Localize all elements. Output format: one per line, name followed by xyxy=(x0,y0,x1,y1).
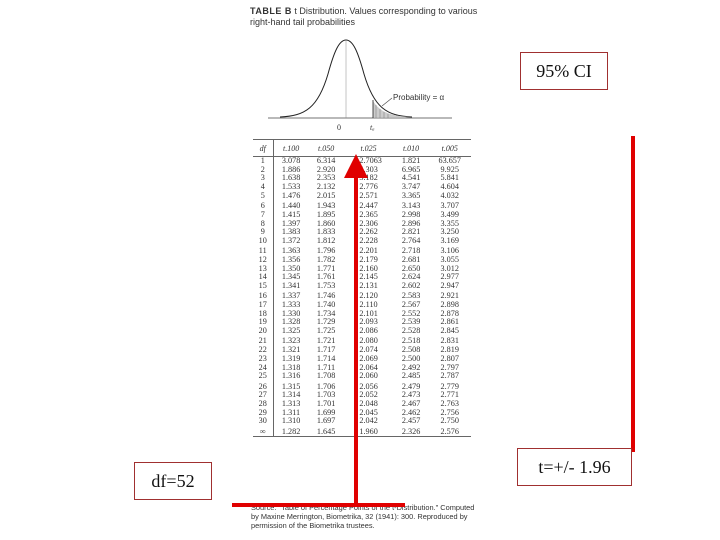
value-cell: 2.898 xyxy=(440,300,459,310)
value-cell: 3.182 xyxy=(359,173,378,183)
value-cell: 2.576 xyxy=(428,426,471,437)
value-cell: 2.861 xyxy=(440,317,459,327)
value-cell: 4.541 xyxy=(401,173,421,183)
value-cell: 1.415 xyxy=(281,209,301,219)
value-cell: 1.703 xyxy=(316,390,336,400)
value-cell: 2.508 xyxy=(401,345,421,355)
df-cell: 4 xyxy=(253,183,273,192)
df-cell: 27 xyxy=(253,391,273,400)
value-cell: 3.078 xyxy=(281,156,301,165)
df-cell: 6 xyxy=(253,201,273,211)
value-cell: 2.763 xyxy=(440,398,459,408)
value-cell: 2.779 xyxy=(440,381,459,391)
value-cell: 1.771 xyxy=(316,263,336,273)
df-cell: 15 xyxy=(253,282,273,291)
value-cell: 1.645 xyxy=(309,426,344,437)
value-cell: 2.473 xyxy=(401,390,421,400)
header-t050: t.050 xyxy=(309,140,344,157)
value-cell: 1.397 xyxy=(281,218,301,228)
value-cell: 2.896 xyxy=(401,218,421,228)
header-t025: t.025 xyxy=(343,140,393,157)
confidence-interval-label xyxy=(520,52,608,90)
df-cell: 19 xyxy=(253,318,273,327)
df-cell: 20 xyxy=(253,327,273,336)
header-t005: t.005 xyxy=(428,140,471,157)
value-cell: 1.761 xyxy=(316,272,336,282)
value-cell: 9.925 xyxy=(440,164,459,174)
source-note: Source: "Table of Percentage Points of the t-Distribution." Computed by Maxine Merrington, Biometrika, 32 (1941): 300. Reproduced by permission of the Biometrika trustees. xyxy=(251,503,475,530)
value-cell: 2.045 xyxy=(359,407,378,417)
df-cell: 30 xyxy=(253,417,273,426)
value-cell: 1.886 xyxy=(281,164,301,174)
value-cell: 3.106 xyxy=(440,246,459,256)
value-cell: 1.638 xyxy=(281,173,301,183)
ci-text: 95% CI xyxy=(536,60,592,81)
value-cell: 1.318 xyxy=(281,362,301,372)
value-cell: 2.492 xyxy=(401,362,421,372)
value-cell: 2.201 xyxy=(359,246,378,256)
value-cell: 2.807 xyxy=(440,353,459,363)
value-cell: 1.311 xyxy=(282,407,301,417)
value-cell: 1.314 xyxy=(281,390,301,400)
value-cell: 1.383 xyxy=(281,227,301,237)
value-cell: 1.533 xyxy=(281,182,301,192)
value-cell: 1.363 xyxy=(281,246,301,256)
value-cell: 2.228 xyxy=(359,235,378,245)
value-cell: 1.341 xyxy=(281,281,301,291)
df-cell: 12 xyxy=(253,256,273,265)
value-cell: 1.746 xyxy=(316,291,336,301)
value-cell: 1.717 xyxy=(316,345,336,355)
value-cell: 2.101 xyxy=(359,308,378,318)
value-cell: 2.947 xyxy=(440,281,459,291)
value-cell: 1.356 xyxy=(281,254,301,264)
value-cell: 2.069 xyxy=(359,353,378,363)
value-cell: 1.330 xyxy=(281,308,301,318)
df-cell: 7 xyxy=(253,211,273,220)
header-t010: t.010 xyxy=(394,140,429,157)
value-cell: 1.796 xyxy=(316,246,336,256)
value-cell: 2.771 xyxy=(440,390,459,400)
value-cell: 1.310 xyxy=(281,416,301,426)
value-cell: 2.042 xyxy=(359,416,378,426)
value-cell: 2.086 xyxy=(359,326,378,336)
value-cell: 1.323 xyxy=(281,336,301,346)
value-cell: 1.321 xyxy=(281,345,301,355)
value-cell: 2.179 xyxy=(359,254,378,264)
value-cell: 2.485 xyxy=(401,371,421,381)
value-cell: 2.797 xyxy=(440,362,459,372)
df-cell: 29 xyxy=(253,409,273,418)
value-cell: 6.314 xyxy=(316,156,336,165)
value-cell: 1.337 xyxy=(281,291,301,301)
value-cell: 2.681 xyxy=(401,254,421,264)
value-cell: 2.750 xyxy=(440,416,459,426)
value-cell: 1.372 xyxy=(281,235,301,245)
df-cell: 23 xyxy=(253,355,273,364)
value-cell: 4.604 xyxy=(440,182,459,192)
value-cell: 1.333 xyxy=(281,300,301,310)
value-cell: 6.965 xyxy=(401,164,421,174)
df-cell: 26 xyxy=(253,381,273,391)
value-cell: 1.319 xyxy=(281,353,301,363)
value-cell: 1.782 xyxy=(316,254,336,264)
value-cell: 2.262 xyxy=(359,227,378,237)
value-cell: 2.921 xyxy=(440,291,459,301)
value-cell: 2.624 xyxy=(401,272,421,282)
df-cell: 9 xyxy=(253,228,273,237)
value-cell: 2.015 xyxy=(316,190,336,200)
value-cell: 1.895 xyxy=(316,209,336,219)
value-cell: 2.718 xyxy=(401,246,421,256)
value-cell: 2.518 xyxy=(401,336,421,346)
zero-label: 0 xyxy=(337,123,341,132)
value-cell: 2.977 xyxy=(440,272,459,282)
value-cell: 3.707 xyxy=(440,201,459,211)
df-cell: 14 xyxy=(253,273,273,282)
degrees-of-freedom-label xyxy=(134,462,212,500)
df-cell: 5 xyxy=(253,192,273,201)
value-cell: 2.878 xyxy=(440,308,459,318)
value-cell: 2.650 xyxy=(401,263,421,273)
value-cell: 1.328 xyxy=(281,317,301,327)
value-cell: 1.282 xyxy=(273,426,309,437)
table-caption: t Distribution. Values corresponding to various right-hand tail probabilities xyxy=(250,6,478,27)
value-cell: 1.753 xyxy=(316,281,336,291)
value-cell: 5.841 xyxy=(440,173,459,183)
value-cell: 1.313 xyxy=(281,398,301,408)
value-cell: 1.740 xyxy=(316,300,336,310)
value-cell: 3.250 xyxy=(440,227,459,237)
value-cell: 1.697 xyxy=(316,416,336,426)
value-cell: 2.145 xyxy=(359,272,378,282)
value-cell: 2.602 xyxy=(401,281,421,291)
value-cell: 1.706 xyxy=(316,381,336,391)
value-cell: 1.821 xyxy=(401,156,421,165)
value-cell: 2.110 xyxy=(359,300,378,310)
df-cell: 10 xyxy=(253,237,273,246)
value-cell: 2.120 xyxy=(359,291,378,301)
probability-label: Probability = α xyxy=(393,93,445,102)
df-cell: 3 xyxy=(253,174,273,183)
value-cell: 2.831 xyxy=(440,336,459,346)
value-cell: 1.833 xyxy=(316,227,336,237)
value-cell: 2.326 xyxy=(394,426,429,437)
value-cell: 2.048 xyxy=(359,398,378,408)
value-cell: 2.093 xyxy=(359,317,378,327)
value-cell: 1.725 xyxy=(316,326,336,336)
value-cell: 1.711 xyxy=(317,362,336,372)
df-cell: 2 xyxy=(253,166,273,175)
value-cell: 3.365 xyxy=(401,190,421,200)
value-cell: 4.303 xyxy=(359,164,378,174)
value-cell: 3.747 xyxy=(401,182,421,192)
value-cell: 2.353 xyxy=(316,173,336,183)
value-cell: 2.821 xyxy=(401,227,421,237)
df-cell: 24 xyxy=(253,364,273,373)
value-cell: 1.734 xyxy=(316,308,336,318)
value-cell: 2.131 xyxy=(359,281,378,291)
df-text: df=52 xyxy=(151,470,195,491)
value-cell: 2.052 xyxy=(359,390,378,400)
value-cell: 2.787 xyxy=(440,371,459,381)
critical-value-label xyxy=(517,448,632,486)
value-cell: 2.539 xyxy=(401,317,421,327)
df-cell: 21 xyxy=(253,336,273,346)
df-cell: 16 xyxy=(253,291,273,301)
value-cell: 1.812 xyxy=(316,235,336,245)
df-cell: 11 xyxy=(253,246,273,256)
value-cell: 2.756 xyxy=(440,407,459,417)
df-cell: 1 xyxy=(253,157,273,166)
value-cell: 2.080 xyxy=(359,336,378,346)
value-cell: 1.325 xyxy=(281,326,301,336)
value-cell: 2.583 xyxy=(401,291,421,301)
value-cell: 2.074 xyxy=(359,345,378,355)
value-cell: 2.060 xyxy=(359,371,378,381)
value-cell: 1.729 xyxy=(316,317,336,327)
value-cell: 2.920 xyxy=(316,164,336,174)
value-cell: 2.132 xyxy=(316,182,336,192)
value-cell: 1.315 xyxy=(281,381,301,391)
value-cell: 2.819 xyxy=(440,345,459,355)
value-cell: 2.064 xyxy=(359,362,378,372)
value-cell: 63.657 xyxy=(438,156,461,165)
header-t100: t.100 xyxy=(273,140,309,157)
value-cell: 1.701 xyxy=(316,398,336,408)
value-cell: 3.499 xyxy=(440,209,459,219)
value-cell: 4.032 xyxy=(440,190,459,200)
df-cell: 13 xyxy=(253,265,273,274)
value-cell: 2.571 xyxy=(359,190,378,200)
df-cell: 25 xyxy=(253,372,273,381)
value-cell: 2.500 xyxy=(401,353,421,363)
value-cell: 2.306 xyxy=(359,218,378,228)
value-cell: 2.457 xyxy=(401,416,421,426)
table-label: TABLE B xyxy=(250,6,292,16)
value-cell: 1.708 xyxy=(316,371,336,381)
value-cell: 3.355 xyxy=(440,218,459,228)
value-cell: 2.998 xyxy=(401,209,421,219)
value-cell: 2.845 xyxy=(440,326,459,336)
value-cell: 1.350 xyxy=(281,263,301,273)
value-cell: 2.764 xyxy=(401,235,421,245)
value-cell: 1.721 xyxy=(316,336,336,346)
value-cell: 2.467 xyxy=(401,398,421,408)
t-alpha-label: tₐ xyxy=(370,123,375,132)
value-cell: 1.699 xyxy=(316,407,336,417)
value-cell: 3.012 xyxy=(440,263,459,273)
value-cell: 1.440 xyxy=(281,201,301,211)
value-cell: 3.055 xyxy=(440,254,459,264)
value-cell: 2.567 xyxy=(401,300,421,310)
value-cell: 1.316 xyxy=(281,371,301,381)
value-cell: 2.776 xyxy=(359,182,378,192)
df-cell: 22 xyxy=(253,346,273,355)
value-cell: 1.345 xyxy=(281,272,301,282)
df-cell: 8 xyxy=(253,220,273,229)
value-cell: 1.860 xyxy=(316,218,336,228)
value-cell: 3.169 xyxy=(440,235,459,245)
value-cell: 2.462 xyxy=(401,407,421,417)
df-cell: 17 xyxy=(253,301,273,310)
value-cell: 1.960 xyxy=(343,426,393,437)
df-cell: ∞ xyxy=(253,426,273,437)
value-cell: 2.160 xyxy=(359,263,378,273)
df-cell: 18 xyxy=(253,310,273,319)
value-cell: 3.143 xyxy=(401,201,421,211)
header-df: df xyxy=(253,140,273,157)
df-cell: 28 xyxy=(253,400,273,409)
value-cell: 1.943 xyxy=(316,201,336,211)
value-cell: 1.714 xyxy=(316,353,336,363)
value-cell: 2.365 xyxy=(359,209,378,219)
t-text: t=+/- 1.96 xyxy=(538,456,611,477)
value-cell: 1.476 xyxy=(281,190,301,200)
value-cell: 2.479 xyxy=(401,381,421,391)
value-cell: 2.447 xyxy=(359,201,378,211)
value-cell: 2.056 xyxy=(359,381,378,391)
value-cell: 2.552 xyxy=(401,308,421,318)
value-cell: 2.528 xyxy=(401,326,421,336)
value-cell: 12.7063 xyxy=(355,156,382,165)
